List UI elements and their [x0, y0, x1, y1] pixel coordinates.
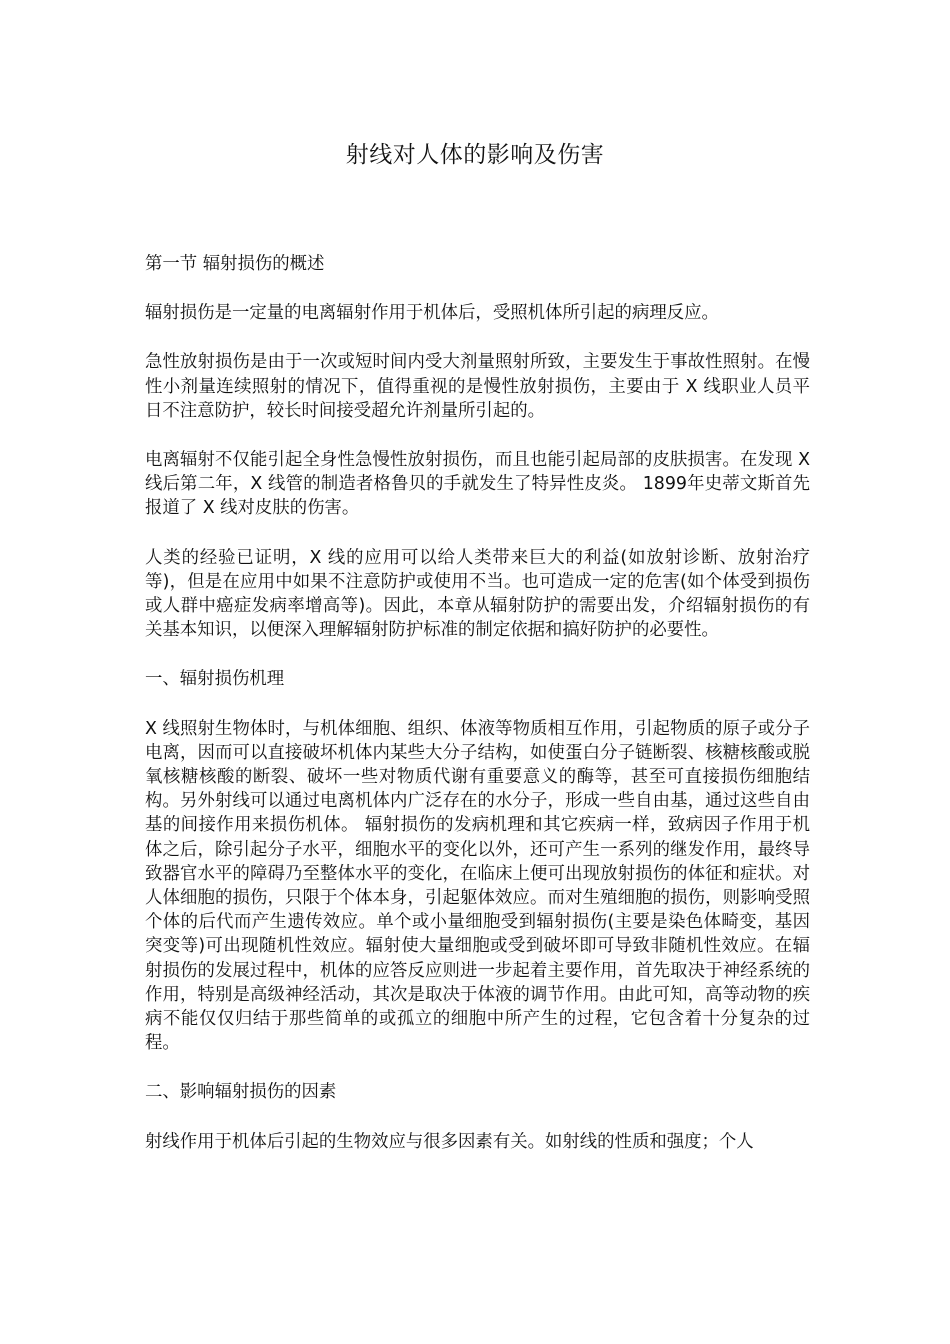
- paragraph-damage-mechanism: X 线照射生物体时，与机体细胞、组织、体液等物质相互作用，引起物质的原子或分子电离，因而可以直接破坏机体内某些大分子结构，如使蛋白分子链断裂、核糖核酸或脱氧核糖核酸的断裂、破坏一些对物质代谢有重要意义的酶等，甚至可直接损伤细胞结构。另外射线可以通过电离机体内广泛存在的水分子，形成一些自由基，通过这些自由基的间接作用来损伤机体。 辐射损伤的发病机理和其它疾病一样，致病因子作用于机体之后，除引起分子水平，细胞水平的变化以外，还可产生一系列的继发作用，最终导致器官水平的障碍乃至整体水平的变化，在临床上便可出现放射损伤的体征和症状。对人体细胞的损伤，只限于个体本身，引起躯体效应。而对生殖细胞的损伤，则影响受照个体的后代而产生遗传效应。单个或小量细胞受到辐射损伤(主要是染色体畸变，基因突变等)可出现随机性效应。辐射使大量细胞或受到破坏即可导致非随机性效应。在辐射损伤的发展过程中，机体的应答反应则进一步起着主要作用，首先取决于神经系统的作用，特别是高级神经活动，其次是取决于体液的调节作用。由此可知，高等动物的疾病不能仅仅归结于那些简单的或孤立的细胞中所产生的过程，它包含着十分复杂的过程。: [145, 718, 810, 1054]
- paragraph-xray-benefits-and-risks: 人类的经验已证明，X 线的应用可以给人类带来巨大的利益(如放射诊断、放射治疗等)，但是在应用中如果不注意防护或使用不当。也可造成一定的危害(如个体受到损伤或人群中癌症发病率增高等)。因此，本章从辐射防护的需要出发，介绍辐射损伤的有关基本知识，以便深入理解辐射防护标准的制定依据和搞好防护的必要性。: [145, 547, 810, 641]
- section-heading: 第一节 辐射损伤的概述: [145, 254, 325, 274]
- document-body: [145, 252, 810, 1179]
- paragraph-acute-and-chronic-damage: 急性放射损伤是由于一次或短时间内受大剂量照射所致，主要发生于事故性照射。在慢性小剂量连续照射的情况下，值得重视的是慢性放射损伤，主要由于 X 线职业人员平日不注意防护，较长时间接受超允许剂量所引起的。: [145, 352, 810, 421]
- paragraph-skin-damage-history: 电离辐射不仅能引起全身性急慢性放射损伤，而且也能引起局部的皮肤损害。在发现 X 线后第二年，X 线管的制造者格鲁贝的手就发生了特异性皮炎。 1899年史蒂文斯首先报道了 X 线对皮肤的伤害。: [145, 450, 810, 519]
- subsection-heading-mechanism: 一、辐射损伤机理: [145, 669, 285, 690]
- document-title: 射线对人体的影响及伤害: [345, 142, 605, 168]
- subsection-heading-factors: 二、影响辐射损伤的因素: [145, 1082, 337, 1103]
- paragraph-radiation-damage-definition: 辐射损伤是一定量的电离辐射作用于机体后，受照机体所引起的病理反应。: [145, 303, 719, 324]
- paragraph-damage-factors: 射线作用于机体后引起的生物效应与很多因素有关。如射线的性质和强度；个人: [145, 1131, 754, 1152]
